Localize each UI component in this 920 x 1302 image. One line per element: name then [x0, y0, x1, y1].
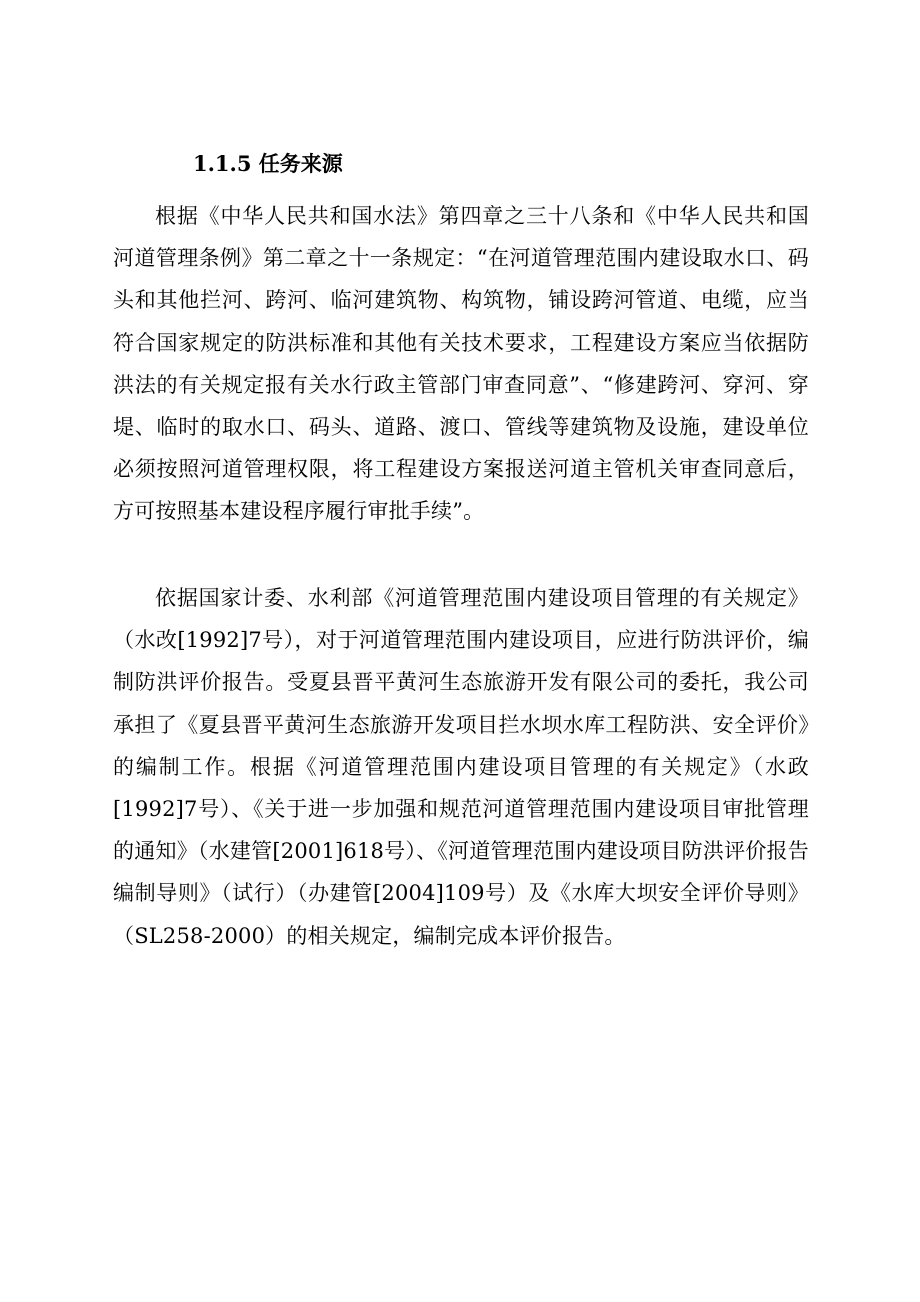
body-paragraph: 依据国家计委、水利部《河道管理范围内建设项目管理的有关规定》（水改[1992]7号），对于河道管理范围内建设项目，应进行防洪评价，编制防洪评价报告。受夏县晋平黄河生态旅游开发有限公司的委托，我公司承担了《夏县晋平黄河生态旅游开发项目拦水坝水库工程防洪、安全评价》的编制工作。根据《河道管理范围内建设项目管理的有关规定》（水政[1992]7号）、《关于进一步加强和规范河道管理范围内建设项目审批管理的通知》（水建管[2001]618号）、《河道管理范围内建设项目防洪评价报告编制导则》（试行）（办建管[2004]109号）及《水库大坝安全评价导则》（SL258-2000）的相关规定，编制完成本评价报告。 [113, 586, 809, 948]
body-paragraph: 根据《中华人民共和国水法》第四章之三十八条和《中华人民共和国河道管理条例》第二章之十一条规定：“在河道管理范围内建设取水口、码头和其他拦河、跨河、临河建筑物、构筑物，铺设跨河管道、电缆，应当符合国家规定的防洪标准和其他有关技术要求，工程建设方案应当依据防洪法的有关规定报有关水行政主管部门审查同意”、“修建跨河、穿河、穿堤、临时的取水口、码头、道路、渡口、管线等建筑物及设施，建设单位必须按照河道管理权限，将工程建设方案报送河道主管机关审查同意后，方可按照基本建设程序履行审批手续”。 [113, 204, 809, 524]
section-heading: 1.1.5 任务来源 [193, 151, 343, 176]
